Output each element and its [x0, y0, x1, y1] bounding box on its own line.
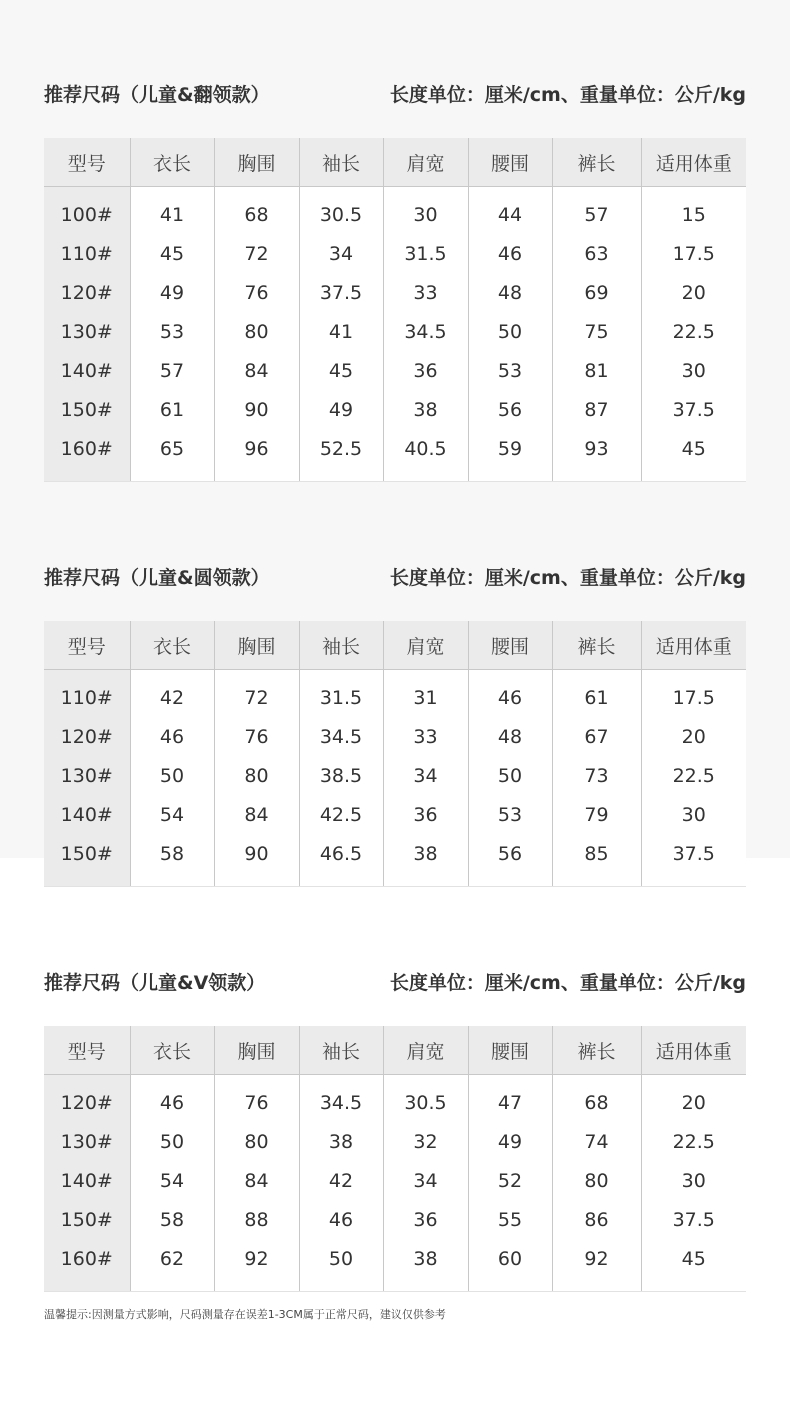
- value-cell: 54: [130, 795, 214, 834]
- value-cell: 80: [214, 756, 299, 795]
- value-cell: 37.5: [672, 398, 715, 421]
- section-round-neck: [44, 563, 746, 593]
- model-cell: 150#: [44, 834, 130, 873]
- value-cell: 20: [681, 281, 706, 304]
- value-cell: 36: [383, 351, 468, 390]
- section-title: 推荐尺码（儿童&翻领款）: [44, 84, 270, 106]
- column-header: 适用体重: [641, 138, 746, 187]
- table-row: [44, 1122, 746, 1161]
- column-header: 裤长: [552, 1026, 641, 1075]
- column-header: 适用体重: [641, 621, 746, 670]
- section-header: [44, 80, 746, 110]
- value-cell: 50: [130, 756, 214, 795]
- spacer-cell: [641, 468, 746, 482]
- value-cell: 90: [214, 834, 299, 873]
- spacer-cell: [214, 873, 299, 887]
- value-cell: 67: [552, 717, 641, 756]
- model-cell: 120#: [44, 1083, 130, 1122]
- value-cell: 38: [383, 1239, 468, 1278]
- value-cell: 76: [214, 717, 299, 756]
- table-row: [44, 273, 746, 312]
- value-cell: 50: [468, 756, 552, 795]
- value-cell: 87: [552, 390, 641, 429]
- value-cell: 30: [681, 359, 706, 382]
- model-cell: 120#: [44, 273, 130, 312]
- table-row: [44, 1161, 746, 1200]
- value-cell: 76: [214, 1083, 299, 1122]
- value-cell: 37.5: [672, 1208, 715, 1231]
- value-cell: 58: [130, 1200, 214, 1239]
- table-spacer-row: [44, 1075, 746, 1084]
- column-header: 腰围: [468, 1026, 552, 1075]
- value-cell: 84: [214, 351, 299, 390]
- model-cell: 160#: [44, 1239, 130, 1278]
- spacer-cell: [552, 1075, 641, 1084]
- value-cell: 84: [214, 795, 299, 834]
- value-cell: 60: [468, 1239, 552, 1278]
- spacer-cell: [130, 468, 214, 482]
- model-cell: 140#: [44, 795, 130, 834]
- table-row: [44, 1200, 746, 1239]
- model-cell: 120#: [44, 717, 130, 756]
- table-row: [44, 1239, 746, 1278]
- value-cell: 52: [468, 1161, 552, 1200]
- spacer-cell: [44, 670, 130, 679]
- value-cell: 90: [214, 390, 299, 429]
- value-cell: 72: [214, 234, 299, 273]
- column-header: 衣长: [130, 621, 214, 670]
- value-cell: 49: [130, 273, 214, 312]
- value-cell: 92: [214, 1239, 299, 1278]
- table-row: [44, 678, 746, 717]
- spacer-cell: [641, 187, 746, 196]
- value-cell: 61: [130, 390, 214, 429]
- column-header: 型号: [44, 1026, 130, 1075]
- column-header: 袖长: [299, 138, 383, 187]
- value-cell: 46: [130, 717, 214, 756]
- value-cell: 34: [299, 234, 383, 273]
- section-units: 长度单位：厘米/cm、重量单位：公斤/kg: [389, 84, 746, 106]
- section-title: 推荐尺码（儿童&V领款）: [44, 972, 266, 994]
- value-cell: 15: [681, 203, 706, 226]
- table-row: [44, 312, 746, 351]
- value-cell: 85: [552, 834, 641, 873]
- size-table-lapel: [44, 138, 746, 482]
- spacer-cell: [552, 873, 641, 887]
- model-cell: 130#: [44, 756, 130, 795]
- value-cell: 61: [552, 678, 641, 717]
- value-cell: 46: [299, 1200, 383, 1239]
- footnote: 温馨提示:因测量方式影响，尺码测量存在误差1-3CM属于正常尺码，建议仅供参考: [44, 1308, 446, 1321]
- value-cell: 30.5: [383, 1083, 468, 1122]
- size-table-round-neck: [44, 621, 746, 887]
- value-cell: 59: [468, 429, 552, 468]
- value-cell: 50: [468, 312, 552, 351]
- table-row: [44, 234, 746, 273]
- section-title: 推荐尺码（儿童&圆领款）: [44, 567, 270, 589]
- table-row: [44, 834, 746, 873]
- model-cell: 130#: [44, 1122, 130, 1161]
- model-cell: 140#: [44, 1161, 130, 1200]
- spacer-cell: [299, 468, 383, 482]
- value-cell: 62: [130, 1239, 214, 1278]
- spacer-cell: [468, 1075, 552, 1084]
- value-cell: 55: [468, 1200, 552, 1239]
- value-cell: 53: [130, 312, 214, 351]
- value-cell: 69: [552, 273, 641, 312]
- value-cell: 48: [468, 717, 552, 756]
- value-cell: 45: [130, 234, 214, 273]
- table-header-row: [44, 1026, 746, 1075]
- spacer-cell: [641, 670, 746, 679]
- value-cell: 34: [383, 756, 468, 795]
- value-cell: 46: [468, 678, 552, 717]
- value-cell: 50: [130, 1122, 214, 1161]
- spacer-cell: [299, 1278, 383, 1292]
- model-cell: 110#: [44, 678, 130, 717]
- column-header: 裤长: [552, 621, 641, 670]
- spacer-cell: [641, 1278, 746, 1292]
- section-units: 长度单位：厘米/cm、重量单位：公斤/kg: [389, 972, 746, 994]
- value-cell: 68: [552, 1083, 641, 1122]
- column-header: 胸围: [214, 621, 299, 670]
- column-header: 腰围: [468, 621, 552, 670]
- value-cell: 49: [468, 1122, 552, 1161]
- value-cell: 57: [130, 351, 214, 390]
- value-cell: 17.5: [672, 242, 715, 265]
- value-cell: 80: [552, 1161, 641, 1200]
- column-header: 肩宽: [383, 621, 468, 670]
- value-cell: 72: [214, 678, 299, 717]
- value-cell: 33: [383, 273, 468, 312]
- value-cell: 56: [468, 390, 552, 429]
- spacer-cell: [468, 670, 552, 679]
- value-cell: 88: [214, 1200, 299, 1239]
- model-cell: 130#: [44, 312, 130, 351]
- spacer-cell: [383, 1075, 468, 1084]
- spacer-cell: [214, 670, 299, 679]
- spacer-cell: [130, 1278, 214, 1292]
- value-cell: 22.5: [672, 764, 715, 787]
- value-cell: 38: [299, 1122, 383, 1161]
- spacer-cell: [214, 1075, 299, 1084]
- value-cell: 41: [299, 312, 383, 351]
- value-cell: 46.5: [299, 834, 383, 873]
- value-cell: 36: [383, 795, 468, 834]
- value-cell: 20: [681, 1091, 706, 1114]
- value-cell: 37.5: [299, 273, 383, 312]
- value-cell: 73: [552, 756, 641, 795]
- spacer-cell: [383, 873, 468, 887]
- value-cell: 46: [130, 1083, 214, 1122]
- table-spacer-row: [44, 670, 746, 679]
- spacer-cell: [383, 670, 468, 679]
- value-cell: 56: [468, 834, 552, 873]
- table-row: [44, 390, 746, 429]
- spacer-cell: [552, 468, 641, 482]
- model-cell: 140#: [44, 351, 130, 390]
- spacer-cell: [44, 1278, 130, 1292]
- spacer-cell: [552, 670, 641, 679]
- value-cell: 45: [681, 1247, 706, 1270]
- spacer-cell: [552, 187, 641, 196]
- value-cell: 47: [468, 1083, 552, 1122]
- table-spacer-row: [44, 468, 746, 482]
- spacer-cell: [214, 1278, 299, 1292]
- spacer-cell: [130, 873, 214, 887]
- table-row: [44, 351, 746, 390]
- spacer-cell: [44, 187, 130, 196]
- spacer-cell: [468, 468, 552, 482]
- value-cell: 40.5: [383, 429, 468, 468]
- spacer-cell: [130, 1075, 214, 1084]
- value-cell: 34.5: [299, 1083, 383, 1122]
- spacer-cell: [130, 187, 214, 196]
- value-cell: 75: [552, 312, 641, 351]
- value-cell: 46: [468, 234, 552, 273]
- value-cell: 38: [383, 834, 468, 873]
- value-cell: 93: [552, 429, 641, 468]
- table-spacer-row: [44, 873, 746, 887]
- model-cell: 110#: [44, 234, 130, 273]
- spacer-cell: [44, 873, 130, 887]
- value-cell: 44: [468, 195, 552, 234]
- spacer-cell: [299, 670, 383, 679]
- value-cell: 30: [681, 1169, 706, 1192]
- column-header: 袖长: [299, 621, 383, 670]
- spacer-cell: [299, 873, 383, 887]
- column-header: 胸围: [214, 1026, 299, 1075]
- value-cell: 20: [681, 725, 706, 748]
- column-header: 衣长: [130, 138, 214, 187]
- value-cell: 30.5: [299, 195, 383, 234]
- spacer-cell: [130, 670, 214, 679]
- value-cell: 33: [383, 717, 468, 756]
- spacer-cell: [552, 1278, 641, 1292]
- value-cell: 84: [214, 1161, 299, 1200]
- spacer-cell: [641, 873, 746, 887]
- spacer-cell: [383, 1278, 468, 1292]
- column-header: 腰围: [468, 138, 552, 187]
- value-cell: 81: [552, 351, 641, 390]
- spacer-cell: [468, 187, 552, 196]
- value-cell: 79: [552, 795, 641, 834]
- value-cell: 86: [552, 1200, 641, 1239]
- spacer-cell: [299, 1075, 383, 1084]
- value-cell: 37.5: [672, 842, 715, 865]
- table-row: [44, 195, 746, 234]
- value-cell: 52.5: [299, 429, 383, 468]
- value-cell: 53: [468, 351, 552, 390]
- spacer-cell: [44, 468, 130, 482]
- value-cell: 31: [383, 678, 468, 717]
- table-row: [44, 795, 746, 834]
- value-cell: 54: [130, 1161, 214, 1200]
- value-cell: 30: [681, 803, 706, 826]
- spacer-cell: [214, 468, 299, 482]
- value-cell: 30: [383, 195, 468, 234]
- table-row: [44, 717, 746, 756]
- value-cell: 42: [299, 1161, 383, 1200]
- value-cell: 48: [468, 273, 552, 312]
- value-cell: 38: [383, 390, 468, 429]
- model-cell: 150#: [44, 390, 130, 429]
- column-header: 袖长: [299, 1026, 383, 1075]
- value-cell: 74: [552, 1122, 641, 1161]
- spacer-cell: [299, 187, 383, 196]
- section-header: [44, 563, 746, 593]
- value-cell: 22.5: [672, 1130, 715, 1153]
- value-cell: 57: [552, 195, 641, 234]
- value-cell: 34: [383, 1161, 468, 1200]
- column-header: 衣长: [130, 1026, 214, 1075]
- spacer-cell: [383, 468, 468, 482]
- value-cell: 58: [130, 834, 214, 873]
- section-lapel: [44, 80, 746, 110]
- column-header: 肩宽: [383, 1026, 468, 1075]
- section-header: [44, 968, 746, 998]
- value-cell: 17.5: [672, 686, 715, 709]
- spacer-cell: [383, 187, 468, 196]
- spacer-cell: [641, 1075, 746, 1084]
- value-cell: 80: [214, 312, 299, 351]
- value-cell: 45: [299, 351, 383, 390]
- value-cell: 42: [130, 678, 214, 717]
- value-cell: 34.5: [299, 717, 383, 756]
- value-cell: 49: [299, 390, 383, 429]
- value-cell: 31.5: [299, 678, 383, 717]
- column-header: 肩宽: [383, 138, 468, 187]
- value-cell: 31.5: [383, 234, 468, 273]
- spacer-cell: [468, 1278, 552, 1292]
- column-header: 型号: [44, 621, 130, 670]
- value-cell: 32: [383, 1122, 468, 1161]
- value-cell: 50: [299, 1239, 383, 1278]
- value-cell: 41: [130, 195, 214, 234]
- table-header-row: [44, 621, 746, 670]
- value-cell: 76: [214, 273, 299, 312]
- value-cell: 34.5: [383, 312, 468, 351]
- spacer-cell: [214, 187, 299, 196]
- spacer-cell: [468, 873, 552, 887]
- value-cell: 53: [468, 795, 552, 834]
- value-cell: 38.5: [299, 756, 383, 795]
- spacer-cell: [44, 1075, 130, 1084]
- section-v-neck: [44, 968, 746, 998]
- table-row: [44, 1083, 746, 1122]
- column-header: 胸围: [214, 138, 299, 187]
- column-header: 型号: [44, 138, 130, 187]
- value-cell: 63: [552, 234, 641, 273]
- column-header: 裤长: [552, 138, 641, 187]
- model-cell: 150#: [44, 1200, 130, 1239]
- value-cell: 68: [214, 195, 299, 234]
- value-cell: 36: [383, 1200, 468, 1239]
- value-cell: 96: [214, 429, 299, 468]
- table-header-row: [44, 138, 746, 187]
- table-row: [44, 756, 746, 795]
- model-cell: 160#: [44, 429, 130, 468]
- column-header: 适用体重: [641, 1026, 746, 1075]
- value-cell: 45: [681, 437, 706, 460]
- section-units: 长度单位：厘米/cm、重量单位：公斤/kg: [389, 567, 746, 589]
- table-spacer-row: [44, 1278, 746, 1292]
- table-row: [44, 429, 746, 468]
- value-cell: 22.5: [672, 320, 715, 343]
- value-cell: 80: [214, 1122, 299, 1161]
- value-cell: 92: [552, 1239, 641, 1278]
- size-table-v-neck: [44, 1026, 746, 1292]
- value-cell: 65: [130, 429, 214, 468]
- table-spacer-row: [44, 187, 746, 196]
- value-cell: 42.5: [299, 795, 383, 834]
- model-cell: 100#: [44, 195, 130, 234]
